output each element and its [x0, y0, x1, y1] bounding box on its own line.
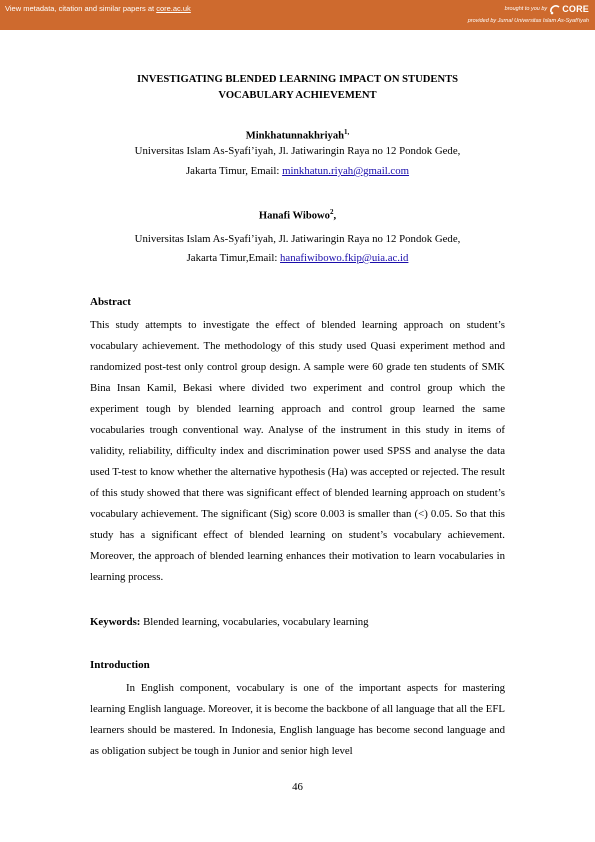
title-line-2: VOCABULARY ACHIEVEMENT	[218, 90, 377, 101]
core-banner	[0, 0, 595, 30]
core-link[interactable]: core.ac.uk	[156, 4, 191, 13]
paper-title	[60, 72, 535, 104]
core-metadata-text	[5, 4, 191, 13]
introduction-heading: Introduction	[90, 659, 150, 671]
brought-by-label: brought to you by	[504, 6, 548, 12]
author-2-email-link[interactable]: hanafiwibowo.fkip@uia.ac.id	[280, 252, 409, 264]
abstract-text: This study attempts to investigate the effect of blended learning approach on student’s vocabulary achievement. The methodology of this study used Quasi experiment method and randomized post-test only control group design. A sample were 60 grade ten students of SMK Bina Insan Kamil, Bekasi where divided two experiment and control group which the experiment tough by blended learning approach and control group learned the same vocabularies trough conventional way. Analyse of the instrument in this study in items of validity, reliability, difficulty index and discrimination power used SPSS and analyse the data used T-test to know whether the alternative hypothesis (Ha) was accepted or rejected. The result of this study showed that there was significant effect of blended learning approach on student’s vocabulary achievement. The significant (Sig) score 0.003 is smaller than (<) 0.05. So that this study has a significant effect of blended learning on student’s vocabulary achievement. Moreover, the approach of blended learning enhances their motivation to learn vocabularies in learning process.	[90, 319, 505, 583]
author-name: Minkhatunnakhriyah	[245, 130, 345, 142]
core-logo	[549, 4, 589, 15]
email-label: Jakarta Timur, Email:	[185, 165, 283, 177]
keywords-text: Blended learning, vocabularies, vocabulary learning	[140, 616, 369, 628]
email-label: Jakarta Timur,Email:	[186, 252, 281, 264]
author-sup: 1,	[344, 128, 350, 136]
author-1-email-link[interactable]: minkhatun.riyah@gmail.com	[282, 165, 410, 177]
page-number: 46	[292, 781, 303, 793]
author-1-email-line	[60, 165, 535, 177]
keywords-label: Keywords:	[90, 616, 141, 628]
author-2-email-line	[60, 252, 535, 264]
core-logo-text: CORE	[562, 4, 589, 14]
provided-by-text: provided by Jurnal Universitas Islam As-Syafi'iyah	[467, 18, 589, 24]
author-1-name	[60, 128, 535, 142]
author-2-affiliation: Universitas Islam As-Syafi’iyah, Jl. Jatiwaringin Raya no 12 Pondok Gede,	[134, 233, 461, 245]
author-name: Hanafi Wibowo	[258, 210, 330, 222]
title-line-1: INVESTIGATING BLENDED LEARNING IMPACT ON STUDENTS	[136, 74, 459, 85]
abstract-heading: Abstract	[90, 296, 131, 308]
core-logo-icon	[549, 4, 561, 15]
author-2-name	[60, 208, 535, 222]
core-metadata-label: View metadata, citation and similar papers at	[5, 4, 157, 13]
author-sup: 2	[329, 208, 334, 216]
core-brand[interactable]	[505, 2, 589, 16]
author-suffix: ,	[333, 210, 337, 222]
introduction-text: In English component, vocabulary is one of the important aspects for mastering learning English language. Moreover, it is become the backbone of all language that all the EFL learners should be mastered. In Indonesia, English language has become second language and as obligation subject be tough in Junior and senior high level	[90, 682, 505, 757]
author-1-affiliation: Universitas Islam As-Syafi’iyah, Jl. Jatiwaringin Raya no 12 Pondok Gede,	[134, 145, 461, 157]
keywords-line	[90, 616, 369, 628]
